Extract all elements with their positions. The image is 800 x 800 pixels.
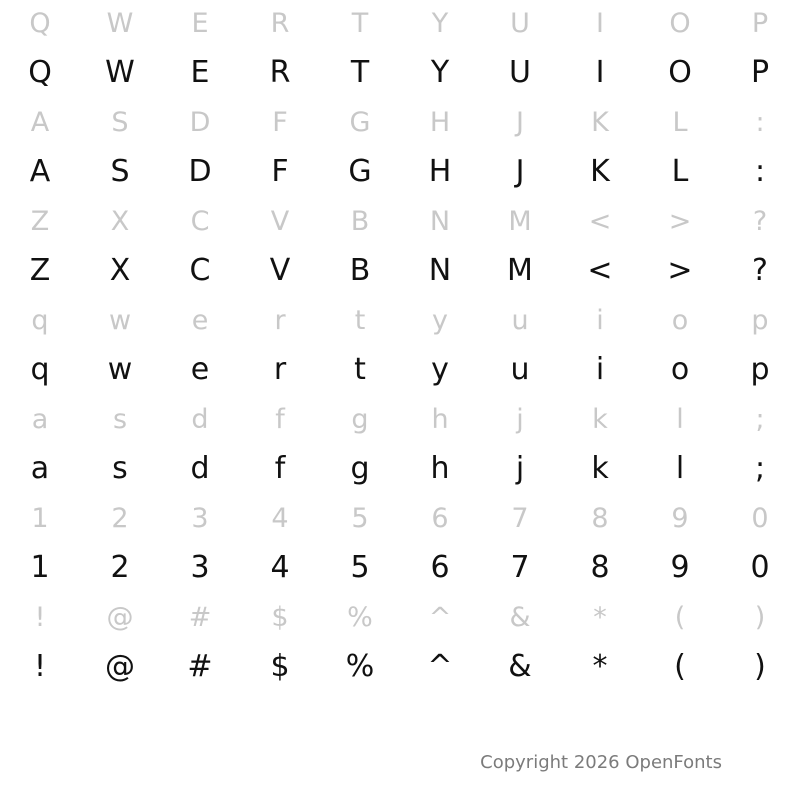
- glyph-cell: X: [110, 205, 130, 237]
- glyph-cell: ^: [428, 601, 452, 633]
- glyph-cell: *: [593, 601, 607, 633]
- glyph-cell: e: [191, 304, 209, 336]
- glyph-cell: #: [187, 648, 213, 684]
- glyph-cell: Q: [29, 7, 51, 39]
- glyph-cell: s: [112, 403, 128, 435]
- glyph-cell: D: [189, 106, 211, 138]
- glyph-cell: Y: [431, 7, 449, 39]
- glyph-cell: k: [591, 450, 609, 486]
- glyph-row-pair: [0, 99, 800, 198]
- glyph-cell: R: [269, 54, 291, 90]
- glyph-cell: ?: [752, 205, 768, 237]
- glyph-cell: &: [508, 648, 532, 684]
- glyph-cell: T: [351, 7, 369, 39]
- glyph-cell: F: [272, 106, 288, 138]
- glyph-row-light: [0, 495, 800, 541]
- glyph-cell: J: [515, 153, 525, 189]
- glyph-cell: *: [592, 648, 608, 684]
- glyph-row-dark: [0, 343, 800, 396]
- glyph-cell: I: [595, 54, 605, 90]
- glyph-cell: w: [107, 351, 133, 387]
- glyph-cell: f: [274, 450, 286, 486]
- glyph-row-light: [0, 99, 800, 145]
- glyph-cell: S: [111, 106, 129, 138]
- glyph-cell: 0: [751, 502, 769, 534]
- glyph-cell: X: [109, 252, 131, 288]
- glyph-cell: ): [754, 648, 766, 684]
- glyph-cell: g: [351, 403, 369, 435]
- glyph-cell: 2: [111, 502, 129, 534]
- glyph-cell: Z: [29, 252, 51, 288]
- glyph-cell: d: [191, 403, 209, 435]
- glyph-cell: 0: [750, 549, 770, 585]
- glyph-cell: i: [596, 304, 604, 336]
- glyph-cell: G: [349, 106, 371, 138]
- glyph-cell: 7: [511, 502, 529, 534]
- glyph-cell: %: [345, 648, 375, 684]
- glyph-row-pair: [0, 495, 800, 594]
- glyph-cell: l: [675, 450, 685, 486]
- glyph-cell: q: [30, 351, 50, 387]
- glyph-cell: O: [669, 7, 691, 39]
- glyph-cell: l: [676, 403, 684, 435]
- glyph-cell: !: [33, 648, 47, 684]
- glyph-cell: !: [34, 601, 46, 633]
- glyph-cell: @: [106, 601, 134, 633]
- glyph-row-dark: [0, 145, 800, 198]
- glyph-cell: B: [349, 252, 371, 288]
- glyph-row-pair: [0, 0, 800, 99]
- glyph-cell: Q: [28, 54, 52, 90]
- glyph-cell: p: [751, 304, 769, 336]
- glyph-cell: %: [347, 601, 373, 633]
- glyph-cell: 3: [190, 549, 210, 585]
- glyph-cell: 4: [271, 502, 289, 534]
- glyph-cell: O: [668, 54, 692, 90]
- glyph-cell: ?: [752, 252, 768, 288]
- glyph-cell: <: [587, 252, 613, 288]
- glyph-cell: o: [671, 304, 689, 336]
- glyph-cell: h: [431, 403, 449, 435]
- glyph-row-light: [0, 0, 800, 46]
- glyph-cell: 8: [590, 549, 610, 585]
- glyph-row-dark: [0, 46, 800, 99]
- glyph-cell: V: [269, 252, 291, 288]
- glyph-cell: H: [429, 106, 451, 138]
- glyph-cell: A: [29, 153, 51, 189]
- glyph-cell: 1: [31, 502, 49, 534]
- glyph-cell: 6: [430, 549, 450, 585]
- glyph-cell: N: [428, 252, 452, 288]
- glyph-cell: 4: [270, 549, 290, 585]
- glyph-cell: w: [108, 304, 132, 336]
- glyph-cell: #: [188, 601, 212, 633]
- glyph-cell: D: [188, 153, 212, 189]
- glyph-cell: t: [354, 351, 366, 387]
- glyph-cell: 1: [30, 549, 50, 585]
- glyph-cell: A: [30, 106, 50, 138]
- glyph-row-pair: [0, 297, 800, 396]
- glyph-row-dark: [0, 244, 800, 297]
- glyph-cell: g: [350, 450, 370, 486]
- glyph-cell: a: [30, 450, 50, 486]
- glyph-row-light: [0, 297, 800, 343]
- glyph-cell: P: [750, 54, 770, 90]
- glyph-cell: Y: [430, 54, 450, 90]
- glyph-cell: y: [431, 351, 449, 387]
- glyph-cell: (: [674, 648, 686, 684]
- glyph-cell: 6: [431, 502, 449, 534]
- glyph-cell: $: [270, 648, 290, 684]
- glyph-cell: (: [674, 601, 686, 633]
- glyph-cell: i: [595, 351, 605, 387]
- glyph-cell: u: [510, 351, 530, 387]
- glyph-cell: >: [668, 205, 692, 237]
- glyph-cell: T: [350, 54, 370, 90]
- glyph-cell: K: [590, 153, 610, 189]
- glyph-cell: t: [354, 304, 366, 336]
- glyph-cell: K: [591, 106, 609, 138]
- glyph-cell: @: [105, 648, 135, 684]
- glyph-cell: q: [31, 304, 49, 336]
- glyph-cell: p: [750, 351, 770, 387]
- glyph-cell: I: [596, 7, 604, 39]
- glyph-cell: R: [270, 7, 290, 39]
- glyph-row-light: [0, 396, 800, 442]
- glyph-cell: r: [274, 304, 286, 336]
- glyph-cell: j: [515, 450, 525, 486]
- glyph-cell: ;: [755, 403, 765, 435]
- glyph-cell: U: [509, 54, 531, 90]
- glyph-cell: ^: [427, 648, 453, 684]
- glyph-cell: F: [271, 153, 289, 189]
- glyph-row-light: [0, 594, 800, 640]
- glyph-cell: 2: [110, 549, 130, 585]
- glyph-row-pair: [0, 594, 800, 693]
- glyph-cell: N: [429, 205, 451, 237]
- glyph-row-pair: [0, 396, 800, 495]
- glyph-cell: W: [106, 7, 134, 39]
- glyph-row-pair: [0, 198, 800, 297]
- glyph-cell: h: [430, 450, 450, 486]
- glyph-cell: L: [671, 153, 689, 189]
- glyph-cell: d: [190, 450, 210, 486]
- glyph-row-dark: [0, 442, 800, 495]
- glyph-cell: V: [270, 205, 290, 237]
- glyph-cell: S: [110, 153, 130, 189]
- glyph-cell: &: [509, 601, 531, 633]
- glyph-cell: 8: [591, 502, 609, 534]
- glyph-cell: M: [507, 252, 533, 288]
- glyph-cell: ;: [754, 450, 766, 486]
- glyph-cell: M: [508, 205, 532, 237]
- glyph-cell: 5: [350, 549, 370, 585]
- glyph-cell: P: [751, 7, 769, 39]
- glyph-row-light: [0, 198, 800, 244]
- glyph-cell: W: [105, 54, 135, 90]
- glyph-cell: y: [432, 304, 448, 336]
- glyph-cell: u: [511, 304, 529, 336]
- glyph-cell: <: [588, 205, 612, 237]
- glyph-row-dark: [0, 640, 800, 693]
- glyph-cell: H: [428, 153, 452, 189]
- glyph-cell: o: [670, 351, 690, 387]
- glyph-cell: r: [273, 351, 287, 387]
- glyph-cell: a: [31, 403, 49, 435]
- glyph-cell: >: [667, 252, 693, 288]
- glyph-cell: s: [112, 450, 128, 486]
- glyph-cell: G: [348, 153, 372, 189]
- glyph-cell: :: [754, 153, 766, 189]
- glyph-cell: E: [190, 54, 210, 90]
- glyph-cell: B: [350, 205, 370, 237]
- glyph-cell: f: [275, 403, 285, 435]
- glyph-cell: 3: [191, 502, 209, 534]
- glyph-cell: 9: [670, 549, 690, 585]
- glyph-cell: L: [672, 106, 688, 138]
- glyph-cell: U: [510, 7, 530, 39]
- glyph-cell: $: [271, 601, 289, 633]
- glyph-cell: ): [754, 601, 766, 633]
- glyph-cell: j: [516, 403, 524, 435]
- glyph-cell: k: [592, 403, 608, 435]
- glyph-cell: Z: [30, 205, 50, 237]
- glyph-cell: E: [191, 7, 209, 39]
- glyph-cell: e: [190, 351, 210, 387]
- glyph-cell: 5: [351, 502, 369, 534]
- glyph-cell: 9: [671, 502, 689, 534]
- copyright-notice: Copyright 2026 OpenFonts: [480, 752, 722, 773]
- glyph-cell: C: [189, 252, 211, 288]
- glyph-cell: 7: [510, 549, 530, 585]
- glyph-cell: J: [516, 106, 524, 138]
- glyph-cell: :: [755, 106, 765, 138]
- glyph-cell: C: [190, 205, 210, 237]
- glyph-row-dark: [0, 541, 800, 594]
